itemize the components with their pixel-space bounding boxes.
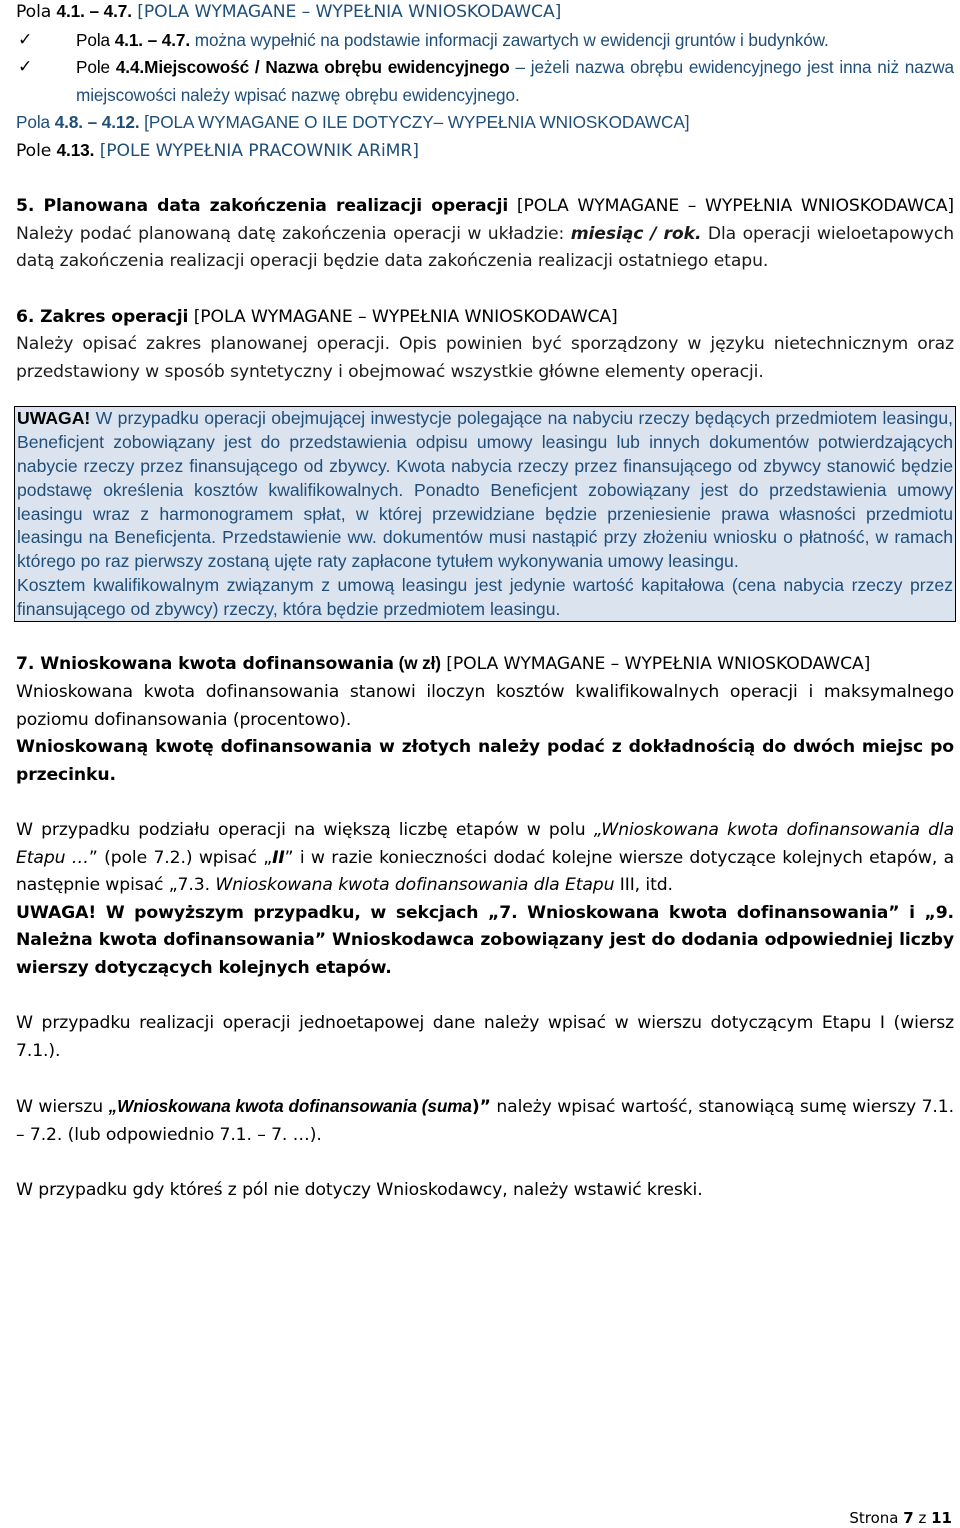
section-7-heading: 7. Wnioskowana kwota dofinansowania (w zł) [POLA WYMAGANE – WYPEŁNIA WNIOSKODAWCA]	[16, 653, 871, 675]
section-7-body-6: W wierszu „Wnioskowana kwota dofinansowania (suma)” należy wpisać wartość, stanowiącą sumę wierszy 7.1. – 7.2. (lub odpowiednio 7.1. – 7. …).	[16, 1095, 954, 1145]
section-7-body-5: W przypadku realizacji operacji jednoetapowej dane należy wpisać w wierszu dotyczącym Etapu I (wiersz 7.1.).	[16, 1013, 954, 1061]
section-7-body-7: W przypadku gdy któreś z pól nie dotyczy Wnioskodawcy, należy wstawić kreski.	[16, 1179, 703, 1200]
checklist-item: ✓ Pola 4.1. – 4.7. można wypełnić na podstawie informacji zawartych w ewidencji gruntów i budynków.	[16, 27, 954, 55]
section-6-heading: 6. Zakres operacji [POLA WYMAGANE – WYPEŁNIA WNIOSKODAWCA]	[16, 306, 618, 327]
section-7-body-3: W przypadku podziału operacji na większą liczbę etapów w polu „Wnioskowana kwota dofinansowania dla Etapu …” (pole 7.2.) wpisać „II” i w razie konieczności dodać kolejne wiersze dotyczące kolejnych etapów, a następnie wpisać „7.3. Wnioskowana kwota dofinansowania dla Etapu III, itd.	[16, 820, 955, 896]
section-6-body: Należy opisać zakres planowanej operacji. Opis powinien być sporządzony w języku nietechnicznym oraz przedstawiony w sposób syntetyczny i obejmować wszystkie główne elementy operacji.	[16, 334, 954, 382]
fields-4-8-4-12-header: Pola 4.8. – 4.12. [POLA WYMAGANE O ILE DOTYCZY– WYPEŁNIA WNIOSKODAWCA]	[16, 112, 690, 133]
page-number: Strona 7 z 11	[849, 1509, 952, 1527]
leasing-note-box: UWAGA! W przypadku operacji obejmującej inwestycje polegające na nabyciu rzeczy będących przedmiotem leasingu, Beneficjent zobowiązany jest do przedstawienia odpisu umowy leasingu lub innych dokumentów potwierdzających nabycie rzeczy przez finansującego od zbywcy. Kwota nabycia rzeczy przez finansującego od zbywcy stanowić będzie podstawę określenia kosztów kwalifikowalnych. Ponadto Beneficjent zobowiązany jest do przedstawienia umowy leasingu wraz z harmonogramem spłat, w której przewidziane będzie przeniesienie prawa własności przedmiotu leasingu na Beneficjenta. Przedstawienie ww. dokumentów musi nastąpić przy złożeniu wniosku o płatność, w ramach którego po raz pierwszy zostaną ujęte raty zapłacone tytułem wykonywania umowy leasingu. Kosztem kwalifikowalnym związanym z umową leasingu jest jedynie wartość kapitałowa (cena nabycia rzeczy przez finansującego od zbywcy) rzeczy, która będzie przedmiotem leasingu.	[14, 406, 956, 622]
checkmark-icon: ✓	[18, 57, 33, 78]
section-7-body-2: Wnioskowaną kwotę dofinansowania w złotych należy podać z dokładnością do dwóch miejsc po przecinku.	[16, 737, 954, 785]
fields-4-1-4-7-header: Pola 4.1. – 4.7. [POLA WYMAGANE – WYPEŁNIA WNIOSKODAWCA]	[16, 1, 562, 22]
checkmark-icon: ✓	[18, 29, 33, 50]
field-4-13-header: Pole 4.13. [POLE WYPEŁNIA PRACOWNIK ARiMR]	[16, 139, 419, 161]
checklist-item: ✓ Pole 4.4.Miejscowość / Nazwa obrębu ewidencyjnego – jeżeli nazwa obrębu ewidencyjnego jest inna niż nazwa miejscowości należy wpisać nazwę obrębu ewidencyjnego.	[16, 54, 954, 109]
section-5-body: Należy podać planowaną datę zakończenia operacji w układzie: miesiąc / rok. Dla operacji wieloetapowych datą zakończenia realizacji operacji będzie data zakończenia realizacji ostatniego etapu.	[16, 223, 954, 272]
section-7-body-1: Wnioskowana kwota dofinansowania stanowi iloczyn kosztów kwalifikowalnych operacji i maksymalnego poziomu dofinansowania (procentowo).	[16, 682, 954, 730]
section-7-warning: UWAGA! W powyższym przypadku, w sekcjach „7. Wnioskowana kwota dofinansowania” i „9. Należna kwota dofinansowania” Wnioskodawca zobowiązany jest do dodania odpowiedniej liczby wierszy dotyczących kolejnych etapów.	[16, 902, 954, 979]
section-5-heading: 5. Planowana data zakończenia realizacji operacji [POLA WYMAGANE – WYPEŁNIA WNIOSKODAWCA]	[16, 196, 954, 217]
document-page	[16, 0, 954, 1204]
